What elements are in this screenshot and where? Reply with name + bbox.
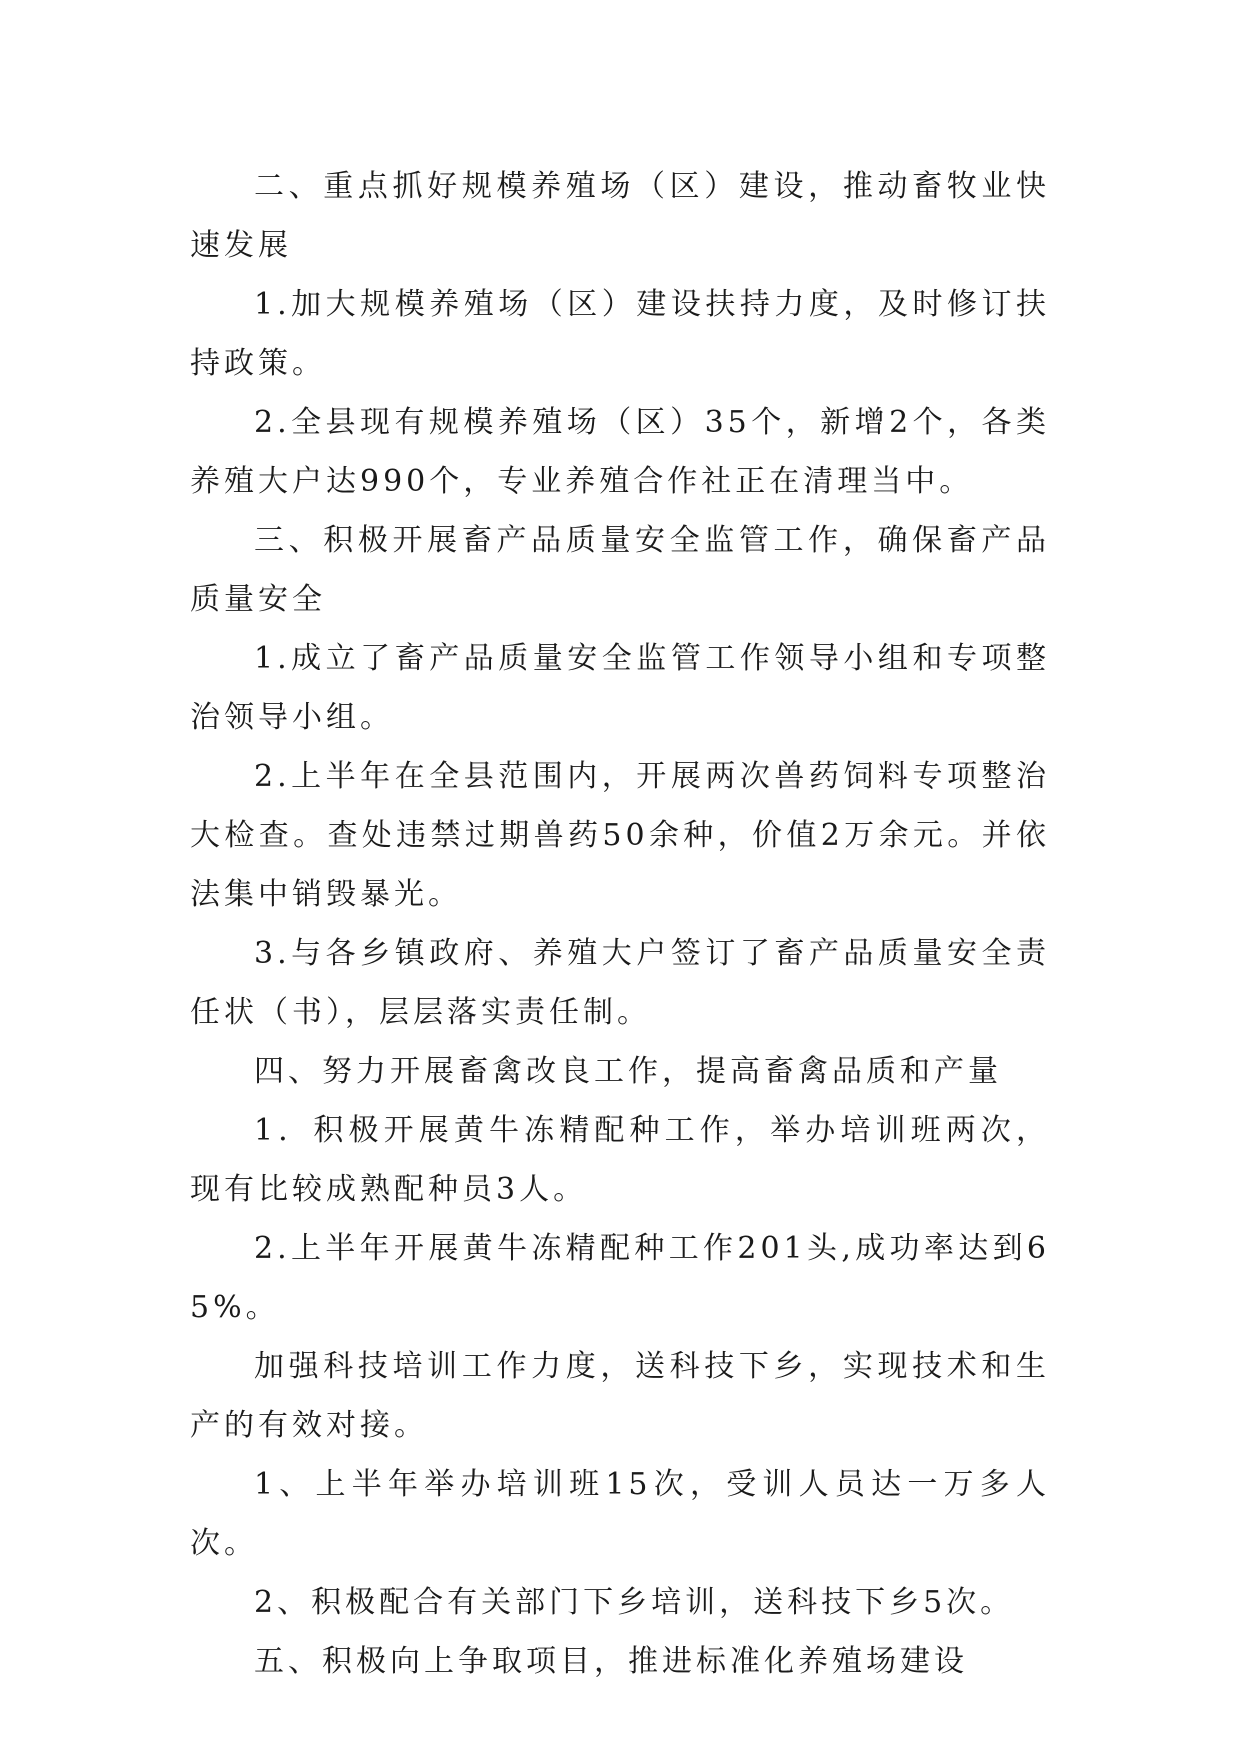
paragraph: 2.上半年开展黄牛冻精配种工作201头,成功率达到65%。 [190, 1231, 1050, 1325]
document-body [190, 157, 1050, 1691]
paragraph: 1.成立了畜产品质量安全监管工作领导小组和专项整治领导小组。 [190, 641, 1050, 735]
paragraph: 加强科技培训工作力度，送科技下乡，实现技术和生产的有效对接。 [190, 1349, 1050, 1443]
paragraph: 2、积极配合有关部门下乡培训，送科技下乡5次。 [254, 1585, 1015, 1620]
paragraph: 1.加大规模养殖场（区）建设扶持力度，及时修订扶持政策。 [190, 287, 1050, 381]
paragraph: 1、上半年举办培训班15次，受训人员达一万多人次。 [190, 1467, 1050, 1561]
section-heading-4: 四、努力开展畜禽改良工作，提高畜禽品质和产量 [254, 1054, 1002, 1089]
section-heading-3: 三、积极开展畜产品质量安全监管工作，确保畜产品质量安全 [190, 523, 1050, 617]
paragraph: 1．积极开展黄牛冻精配种工作，举办培训班两次，现有比较成熟配种员3人。 [190, 1113, 1050, 1207]
section-heading-2: 二、重点抓好规模养殖场（区）建设，推动畜牧业快速发展 [190, 169, 1050, 263]
paragraph: 2.全县现有规模养殖场（区）35个，新增2个，各类养殖大户达990个，专业养殖合作社正在清理当中。 [190, 405, 1050, 499]
paragraph: 2.上半年在全县范围内，开展两次兽药饲料专项整治大检查。查处违禁过期兽药50余种，价值2万余元。并依法集中销毁暴光。 [190, 759, 1050, 912]
paragraph: 3.与各乡镇政府、养殖大户签订了畜产品质量安全责任状（书），层层落实责任制。 [190, 936, 1050, 1030]
section-heading-5: 五、积极向上争取项目，推进标准化养殖场建设 [254, 1644, 968, 1679]
